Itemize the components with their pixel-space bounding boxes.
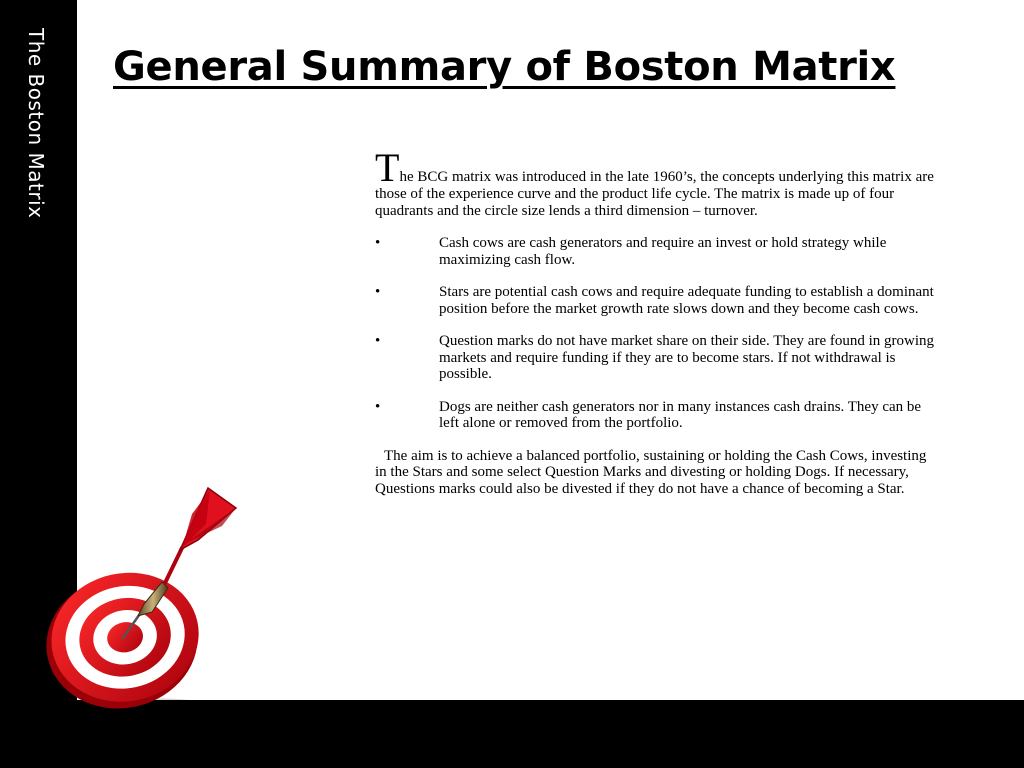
drop-cap: T — [375, 145, 400, 190]
bullet-marker: • — [375, 284, 381, 300]
bullet-list — [375, 235, 940, 432]
bullet-text: Stars are potential cash cows and require adequate funding to establish a dominant position before the market growth rate slows down and they become cash cows. — [439, 284, 934, 317]
bullet-text: Question marks do not have market share on their side. They are found in growing markets and require funding if they are to become stars. If not withdrawal is possible. — [439, 333, 935, 382]
dartboard-icon — [22, 470, 262, 740]
list-item — [375, 284, 940, 317]
closing-paragraph: The aim is to achieve a balanced portfolio, sustaining or holding the Cash Cows, investing in the Stars and some select Question Marks and divesting or holding Dogs. If necessary, Questions marks could also be divested if they do not have a chance of becoming a Star. — [375, 447, 927, 497]
slide-body — [375, 145, 940, 497]
bullet-marker: • — [375, 333, 381, 349]
bullet-marker: • — [375, 235, 381, 251]
bullet-text: Dogs are neither cash generators nor in many instances cash drains. They can be left alone or removed from the portfolio. — [439, 398, 922, 431]
page-title: General Summary of Boston Matrix — [113, 44, 896, 90]
intro-paragraph — [375, 145, 940, 219]
intro-text: he BCG matrix was introduced in the late 1960’s, the concepts underlying this matrix are those of the experience curve and the product life cycle. The matrix is made up of four quadrants and the circle size lends a third dimension – turnover. — [375, 169, 934, 219]
list-item — [375, 235, 940, 268]
bullet-marker: • — [375, 398, 381, 415]
list-item — [375, 399, 940, 432]
bullet-text: Cash cows are cash generators and require an invest or hold strategy while maximizing cash flow. — [439, 235, 887, 268]
sidebar-label: The Boston Matrix — [24, 28, 48, 219]
list-item — [375, 333, 940, 383]
